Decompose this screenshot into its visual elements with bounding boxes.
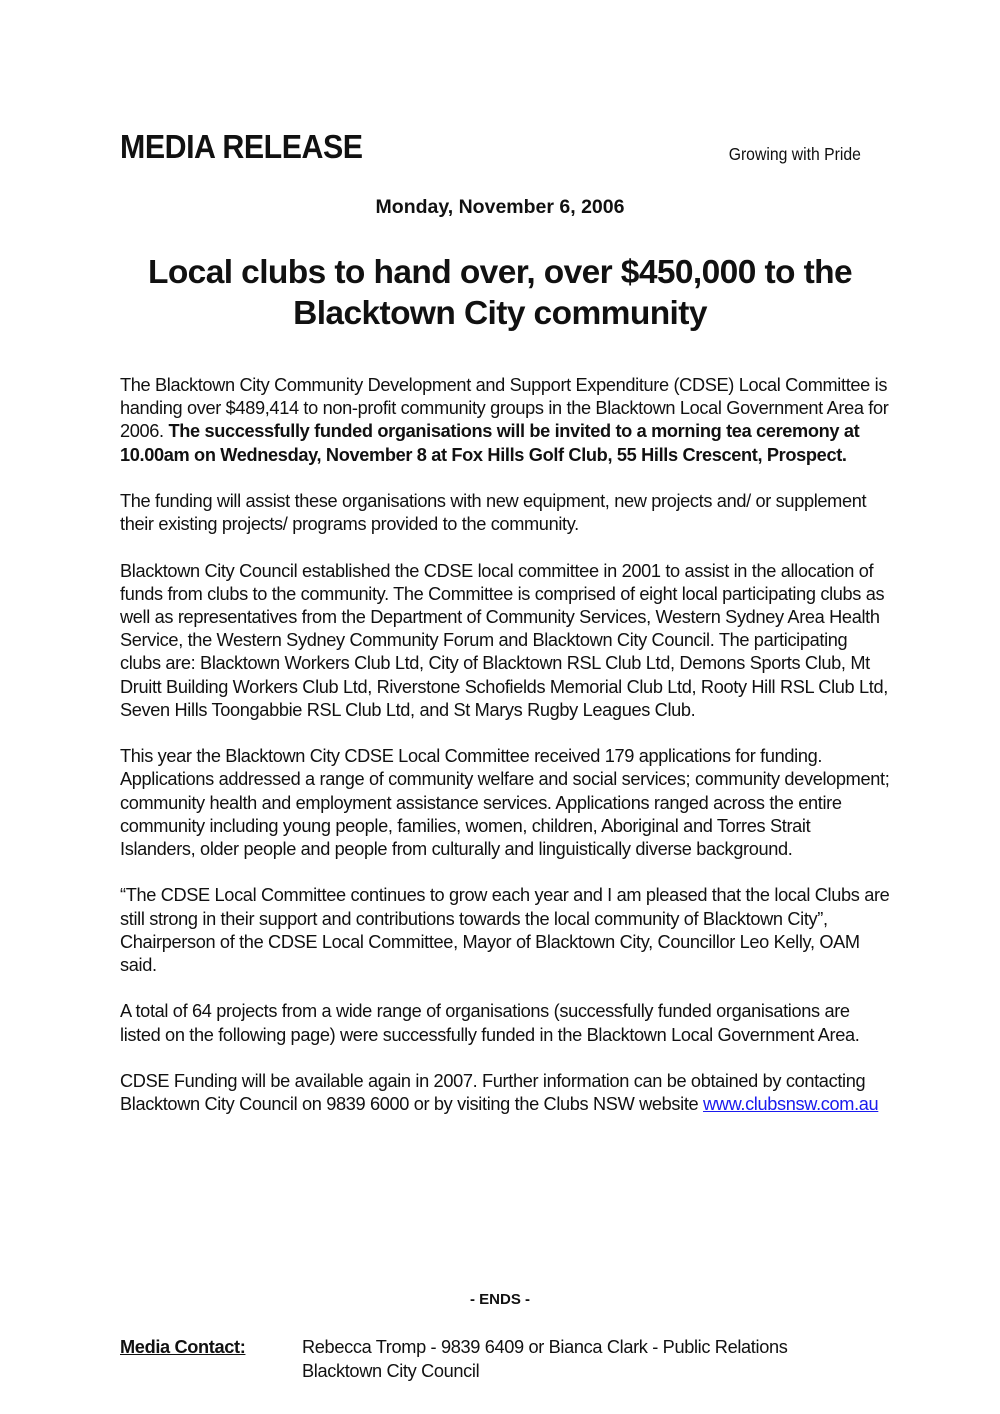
paragraph-committee: Blacktown City Council established the CDSE local committee in 2001 to assist in the allocation of funds from clubs to the community. The Committee is comprised of eight local participating clubs as well as representatives from the Department of Community Services, Western Sydney Area Health Service, the Western Sydney Community Forum and Blacktown City Council. The participating clubs are: Blacktown Workers Club Ltd, City of Blacktown RSL Club Ltd, Demons Sports Club, Mt Druitt Building Workers Club Ltd, Riverstone Schofields Memorial Club Ltd, Rooty Hill RSL Club Ltd, Seven Hills Toongabbie RSL Club Ltd, and St Marys Rugby Leagues Club. bbox=[120, 560, 888, 720]
document-title: MEDIA RELEASE bbox=[120, 128, 363, 165]
tagline: Growing with Pride bbox=[728, 144, 861, 164]
media-contact-label: Media Contact: bbox=[120, 1337, 246, 1357]
paragraph-intro bbox=[120, 374, 890, 467]
paragraph-quote: “The CDSE Local Committee continues to grow each year and I am pleased that the local Clubs are still strong in their support and contributions towards the local community of Blacktown City”, Chairperson of the CDSE Local Committee, Mayor of Blacktown City, Councillor Leo Kelly, OAM said. bbox=[120, 885, 890, 976]
intro-bold-text: The successfully funded organisations will be invited to a morning tea ceremony at 10.00am on Wednesday, November 8 at Fox Hills Golf Club, 55 Hills Crescent, Prospect. bbox=[120, 421, 860, 465]
paragraph-applications: This year the Blacktown City CDSE Local Committee received 179 applications for funding. Applications addressed a range of community welfare and social services; community development; community health and employment assistance services. Applications ranged across the entire community including young people, families, women, children, Aboriginal and Torres Strait Islanders, older people and people from culturally and linguistically diverse background. bbox=[120, 746, 890, 860]
paragraph-projects: A total of 64 projects from a wide range of organisations (successfully funded organisations are listed on the following page) were successfully funded in the Blacktown Local Government Area. bbox=[120, 1001, 860, 1045]
further-info-text: CDSE Funding will be available again in 2007. Further information can be obtained by contacting Blacktown City Council on 9839 6000 or by visiting the Clubs NSW website bbox=[120, 1071, 866, 1115]
contact-line-1: Rebecca Tromp - 9839 6409 or Bianca Clark - Public Relations bbox=[302, 1337, 788, 1357]
paragraph-funding-purpose: The funding will assist these organisations with new equipment, new projects and/ or supplement their existing projects/ programs provided to the community. bbox=[120, 491, 867, 535]
release-body bbox=[120, 374, 890, 1140]
clubsnsw-link[interactable]: www.clubsnsw.com.au bbox=[703, 1094, 879, 1115]
release-date: Monday, November 6, 2006 bbox=[375, 196, 625, 218]
media-contact-details bbox=[302, 1336, 902, 1383]
headline: Local clubs to hand over, over $450,000 to the Blacktown City community bbox=[147, 254, 853, 332]
ends-marker: - ENDS - bbox=[470, 1291, 530, 1308]
paragraph-further-info bbox=[120, 1070, 890, 1116]
contact-line-2: Blacktown City Council bbox=[302, 1360, 480, 1381]
intro-text: The Blacktown City Community Development and Support Expenditure (CDSE) Local Committee is handing over $489,414 to non-profit community groups in the Blacktown Local Government Area for 2006. bbox=[120, 375, 889, 442]
